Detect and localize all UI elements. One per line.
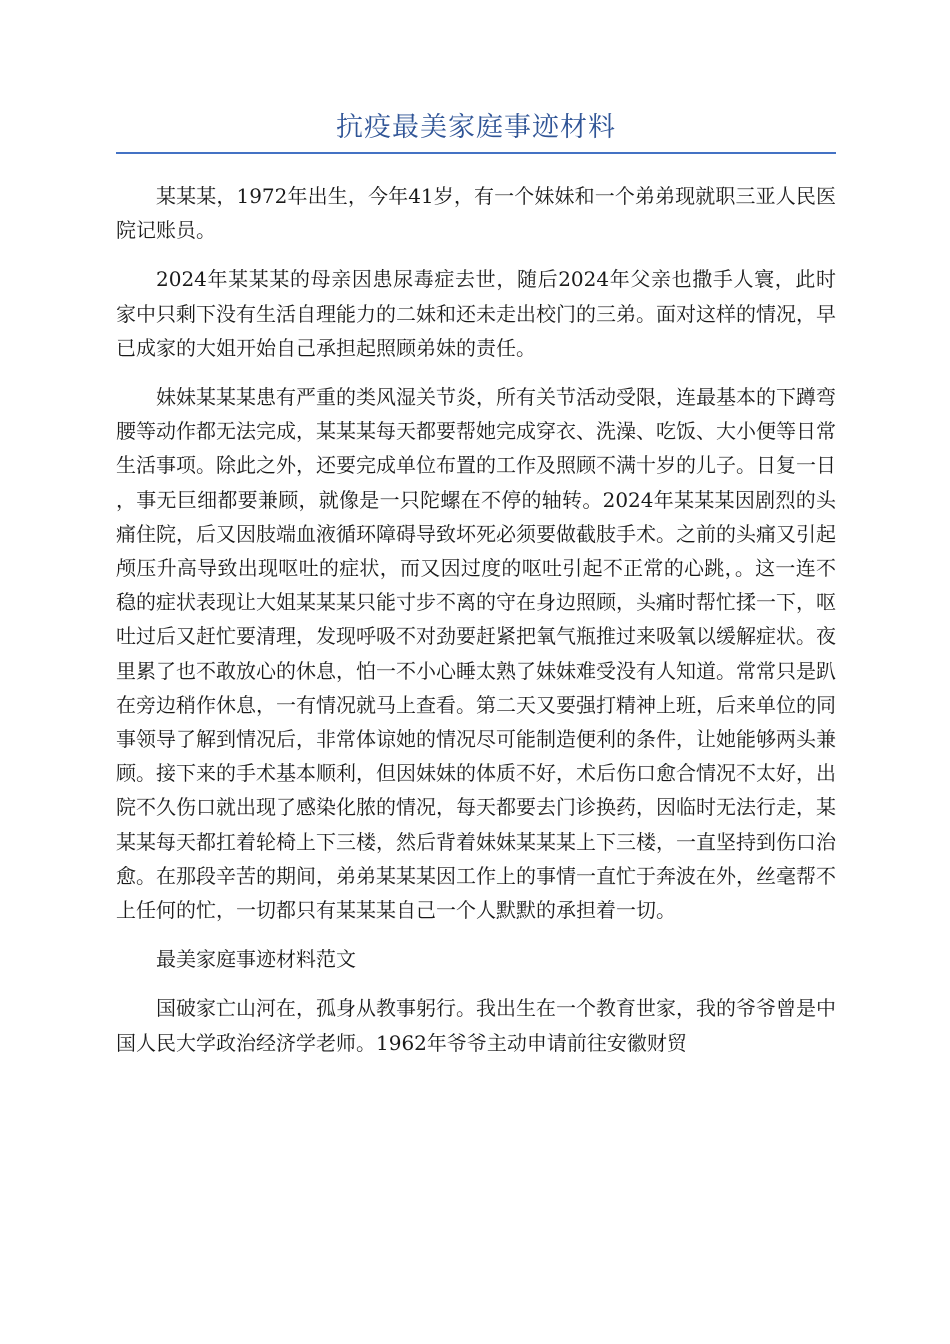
paragraph-5: 国破家亡山河在，孤身从教事躬行。我出生在一个教育世家，我的爷爷曾是中国人民大学政治经济学老师。1962年爷爷主动申请前往安徽财贸 xyxy=(116,996,836,1055)
paragraph-2: 2024年某某某的母亲因患尿毒症去世，随后2024年父亲也撒手人寰，此时家中只剩下没有生活自理能力的二妹和还未走出校门的三弟。面对这样的情况，早已成家的大姐开始自己承担起照顾弟妹的责任。 xyxy=(116,267,836,360)
document-body xyxy=(116,179,836,1060)
paragraph-3: 妹妹某某某患有严重的类风湿关节炎，所有关节活动受限，连最基本的下蹲弯腰等动作都无法完成，某某某每天都要帮她完成穿衣、洗澡、吃饭、大小便等日常生活事项。除此之外，还要完成单位布置的工作及照顾不满十岁的儿子。日复一日，事无巨细都要兼顾，就像是一只陀螺在不停的轴转。2024年某某某因剧烈的头痛住院，后又因肢端血液循环障碍导致坏死必须要做截肢手术。之前的头痛又引起颅压升高导致出现呕吐的症状，而又因过度的呕吐引起不正常的心跳，。这一连不稳的症状表现让大姐某某某只能寸步不离的守在身边照顾，头痛时帮忙揉一下，呕吐过后又赶忙要清理，发现呼吸不对劲要赶紧把氧气瓶推过来吸氧以缓解症状。夜里累了也不敢放心的休息，怕一不小心睡太熟了妹妹难受没有人知道。常常只是趴在旁边稍作休息，一有情况就马上查看。第二天又要强打精神上班，后来单位的同事领导了解到情况后，非常体谅她的情况尽可能制造便利的条件，让她能够两头兼顾。接下来的手术基本顺利，但因妹妹的体质不好，术后伤口愈合情况不太好，出院不久伤口就出现了感染化脓的情况，每天都要去门诊换药，因临时无法行走，某某某每天都扛着轮椅上下三楼，然后背着妹妹某某某上下三楼，一直坚持到伤口治愈。在那段辛苦的期间，弟弟某某某因工作上的事情一直忙于奔波在外，丝毫帮不上任何的忙，一切都只有某某某自己一个人默默的承担着一切。 xyxy=(116,385,836,923)
document-page xyxy=(116,108,836,1075)
paragraph-1: 某某某，1972年出生，今年41岁，有一个妹妹和一个弟弟现就职三亚人民医院记账员。 xyxy=(116,184,836,243)
section-heading: 最美家庭事迹材料范文 xyxy=(156,947,356,972)
document-title: 抗疫最美家庭事迹材料 xyxy=(336,112,616,143)
title-underline xyxy=(116,152,836,154)
